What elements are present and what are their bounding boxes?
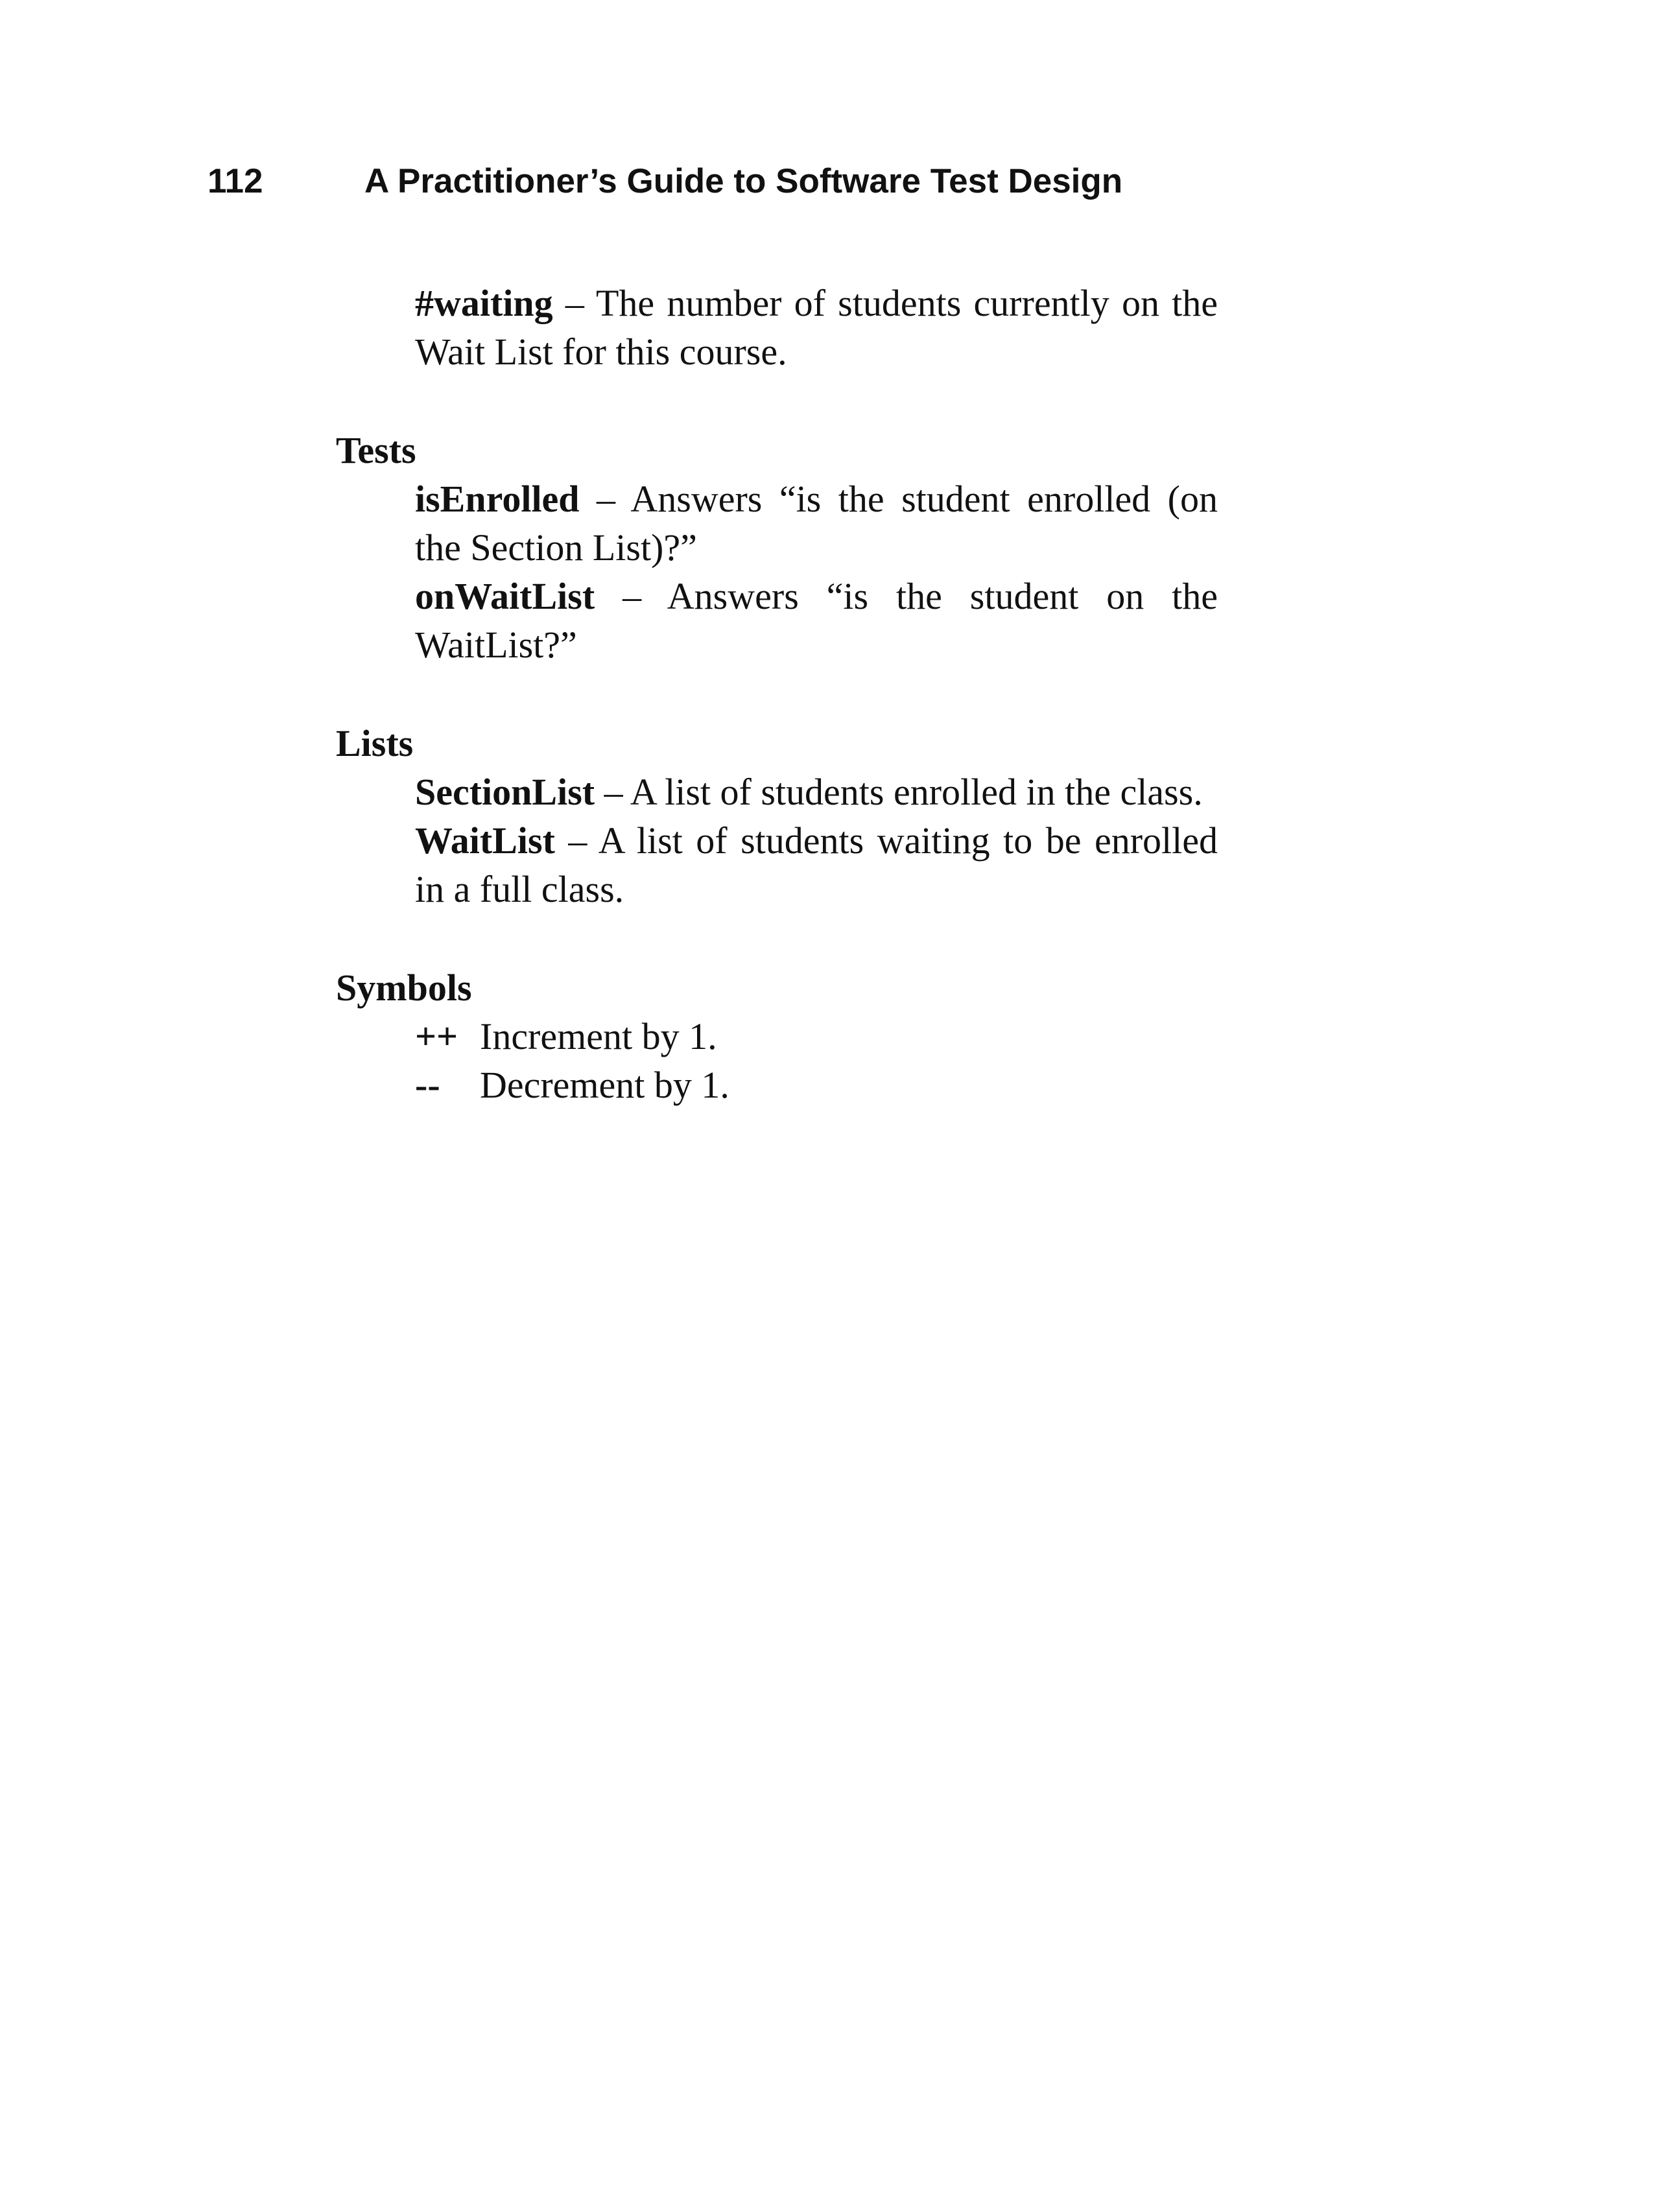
section-lists bbox=[336, 719, 1218, 913]
symbol-increment: ++ bbox=[415, 1015, 458, 1057]
book-title: A Practitioner’s Guide to Software Test Design bbox=[364, 162, 1123, 200]
running-head bbox=[208, 156, 1245, 207]
section-heading-symbols: Symbols bbox=[336, 967, 472, 1009]
section-heading-tests: Tests bbox=[336, 429, 416, 471]
term-onwaitlist: onWaitList bbox=[415, 575, 595, 617]
section-tests bbox=[336, 426, 1218, 669]
definition-text: – Answers “is the student enrolled (on the Section List)?” bbox=[415, 478, 1218, 569]
term-waiting: #waiting bbox=[415, 282, 553, 324]
definition-text: – A list of students waiting to be enrolled in a full class. bbox=[415, 819, 1218, 910]
definition-waiting bbox=[415, 279, 1218, 376]
definition-text: – Answers “is the student on the WaitList?” bbox=[415, 575, 1218, 666]
definition-text: – The number of students currently on the Wait List for this course. bbox=[415, 282, 1218, 373]
definition-text: – A list of students enrolled in the class. bbox=[595, 771, 1203, 813]
symbol-meaning: Decrement by 1. bbox=[480, 1064, 729, 1106]
page-number: 112 bbox=[208, 162, 263, 200]
definition-onwaitlist bbox=[415, 572, 1218, 669]
symbol-row-decrement bbox=[415, 1061, 1218, 1109]
definition-waitlist bbox=[415, 816, 1218, 913]
definition-isenrolled bbox=[415, 475, 1218, 572]
term-isenrolled: isEnrolled bbox=[415, 478, 580, 520]
definition-sectionlist bbox=[415, 768, 1218, 816]
symbol-meaning: Increment by 1. bbox=[480, 1015, 717, 1057]
term-sectionlist: SectionList bbox=[415, 771, 595, 813]
section-heading-lists: Lists bbox=[336, 722, 414, 764]
term-waitlist: WaitList bbox=[415, 819, 555, 862]
section-symbols bbox=[336, 963, 1218, 1109]
page-body bbox=[336, 279, 1218, 1109]
symbol-decrement: -- bbox=[415, 1064, 440, 1106]
symbol-row-increment bbox=[415, 1012, 1218, 1061]
